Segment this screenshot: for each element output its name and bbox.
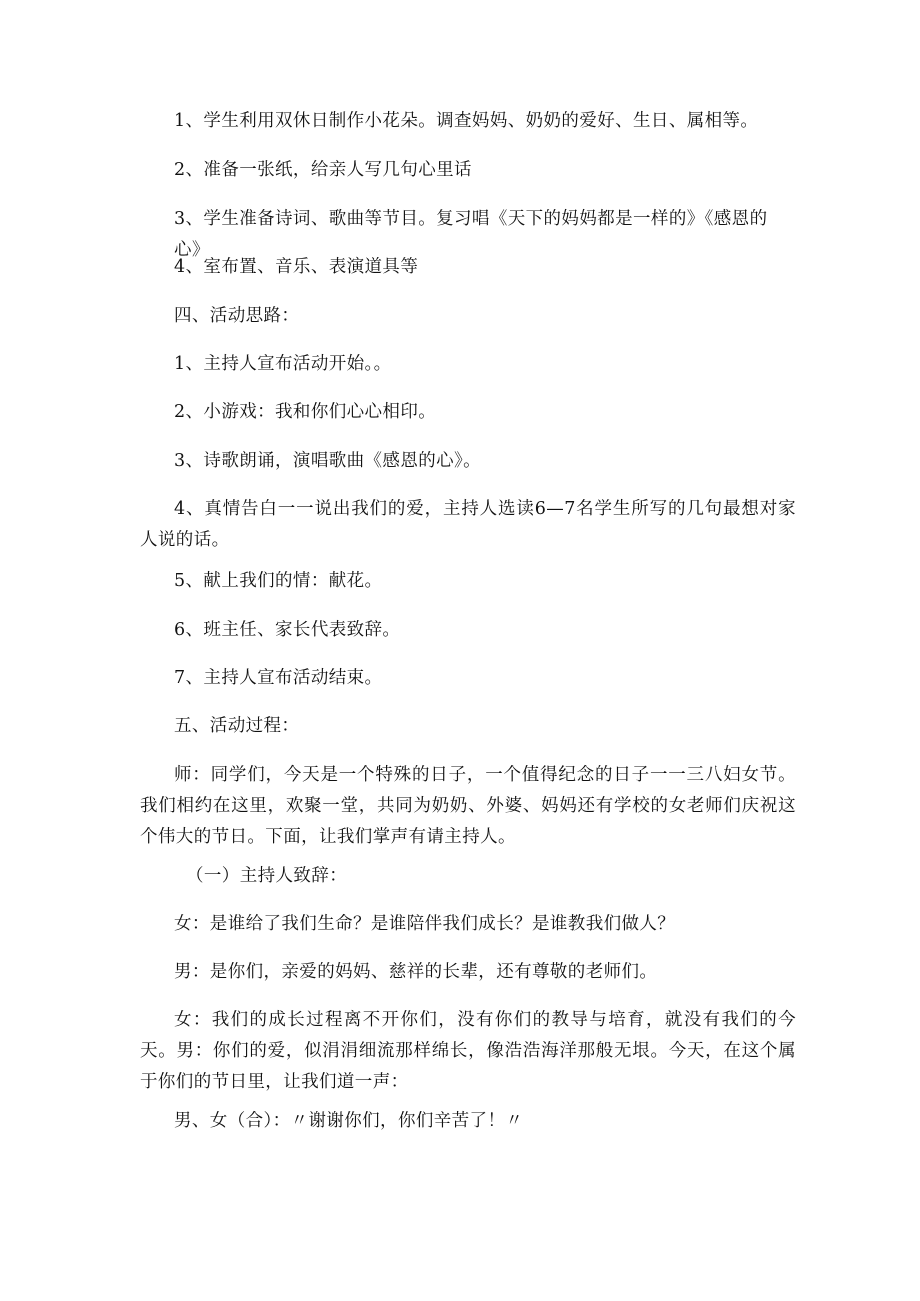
paragraph-prep-1: 1、学生利用双休日制作小花朵。调查妈妈、奶奶的爱好、生日、属相等。 <box>174 111 759 131</box>
paragraph-idea-6: 6、班主任、家长代表致辞。 <box>174 620 401 640</box>
paragraph-male-host-1: 男：是你们，亲爱的妈妈、慈祥的长辈，还有尊敬的老师们。 <box>174 962 658 982</box>
paragraph-idea-5: 5、献上我们的情：献花。 <box>174 571 383 591</box>
paragraph-idea-2: 2、小游戏：我和你们心心相印。 <box>174 402 437 422</box>
paragraph-prep-3: 3、学生准备诗词、歌曲等节目。复习唱《天下的妈妈都是一样的》《感恩的心》 <box>174 209 768 260</box>
paragraph-idea-1: 1、主持人宣布活动开始。。 <box>174 354 392 374</box>
paragraph-idea-4: 4、真情告白一一说出我们的爱，主持人选读6—7名学生所写的几句最想对家人说的话。 <box>140 499 796 550</box>
paragraph-teacher-opening: 师：同学们，今天是一个特殊的日子，一个值得纪念的日子一一三八妇女节。我们相约在这里，欢聚一堂，共同为奶奶、外婆、妈妈还有学校的女老师们庆祝这个伟大的节日。下面，让我们掌声有请主持人。 <box>140 765 796 847</box>
section-heading-activity-ideas: 四、活动思路： <box>174 306 300 326</box>
paragraph-idea-7: 7、主持人宣布活动结束。 <box>174 668 383 688</box>
paragraph-female-male-hosts: 女：我们的成长过程离不开你们，没有你们的教导与培育，就没有我们的今天。男：你们的爱，似涓涓细流那样绵长，像浩浩海洋那般无垠。今天，在这个属于你们的节日里，让我们道一声： <box>140 1010 796 1092</box>
subheading-host-speech: （一）主持人致辞： <box>186 866 348 886</box>
paragraph-hosts-together: 男、女（合）：〃谢谢你们，你们辛苦了！〃 <box>174 1111 524 1131</box>
paragraph-prep-2: 2、准备一张纸，给亲人写几句心里话 <box>174 160 472 180</box>
paragraph-female-host-1: 女：是谁给了我们生命？是谁陪伴我们成长？是谁教我们做人？ <box>174 914 676 934</box>
paragraph-prep-4: 4、室布置、音乐、表演道具等 <box>174 257 419 277</box>
paragraph-idea-3: 3、诗歌朗诵，演唱歌曲《感恩的心》。 <box>174 451 482 471</box>
section-heading-activity-process: 五、活动过程： <box>174 716 300 736</box>
